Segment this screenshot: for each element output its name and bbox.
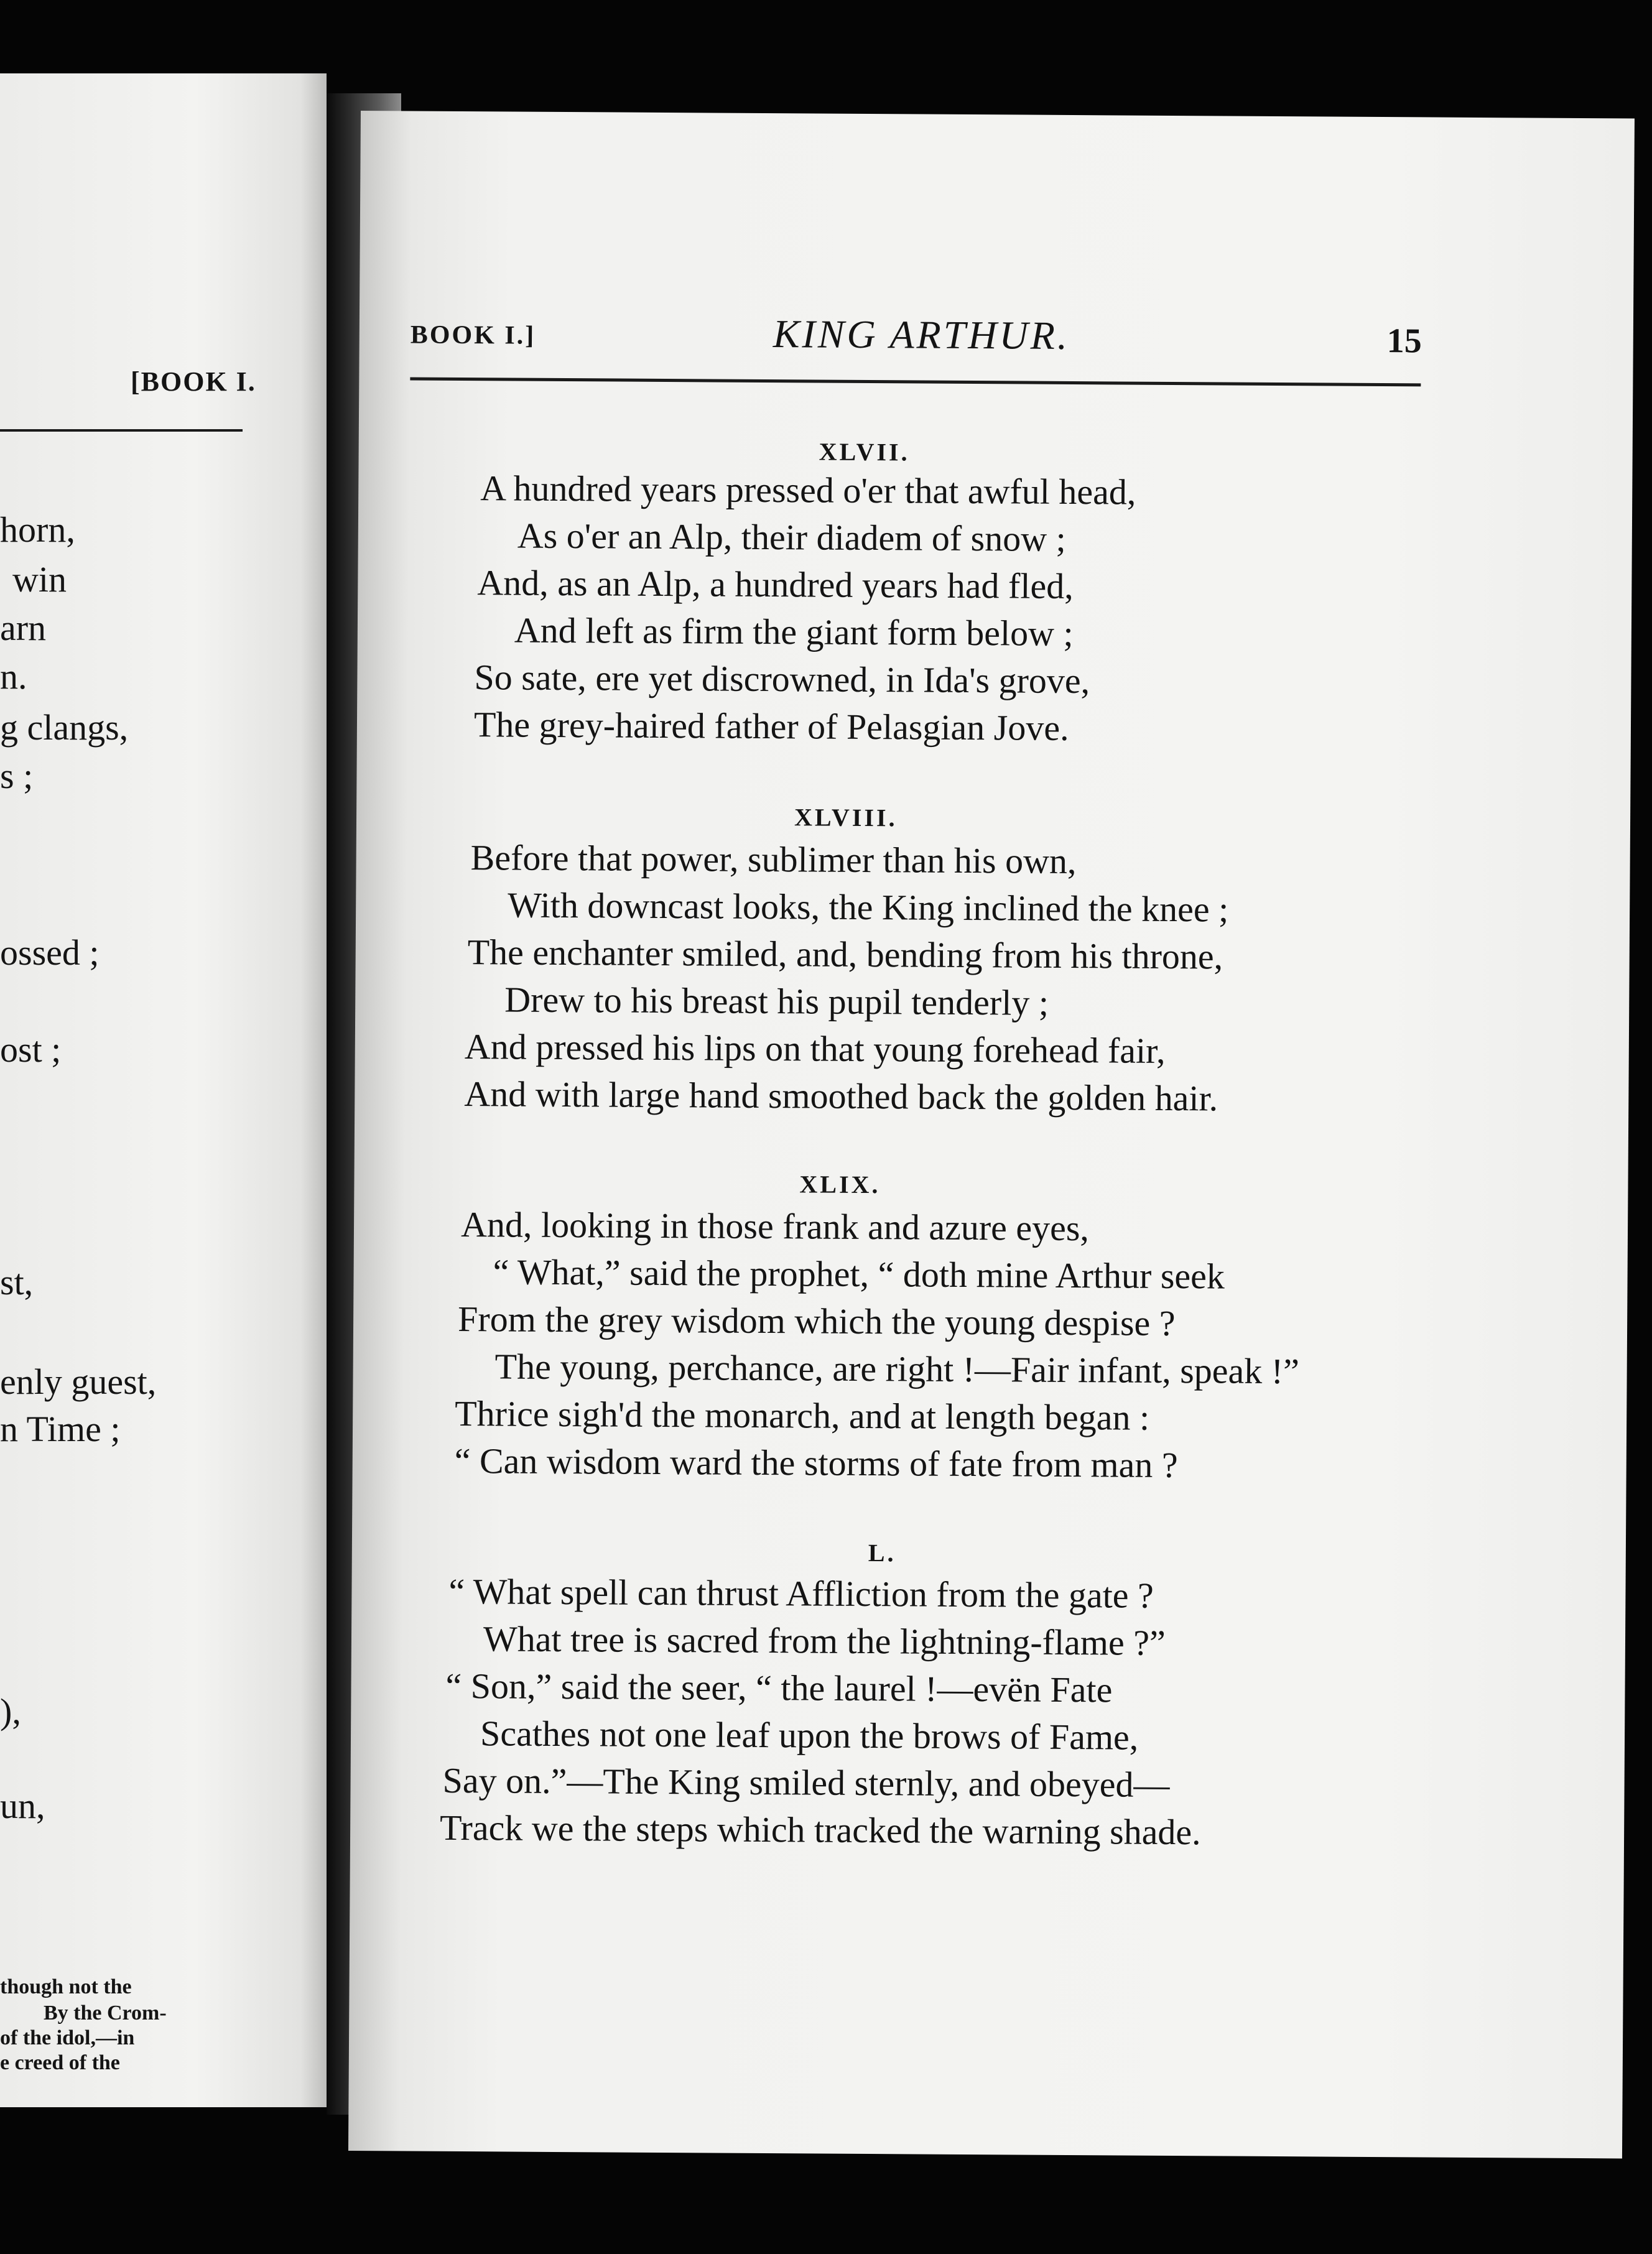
left-fragment: un, xyxy=(0,1786,45,1826)
left-running-head: [BOOK I. xyxy=(131,366,256,397)
verse-line: And with large hand smoothed back the golden hair. xyxy=(464,1074,1218,1119)
verse-line: The young, perchance, are right !—Fair infant, speak !” xyxy=(494,1346,1300,1392)
verse-line: From the grey wisdom which the young despise ? xyxy=(457,1298,1176,1344)
verse-line: Track we the steps which tracked the warning shade. xyxy=(439,1807,1201,1853)
left-fragment: enly guest, xyxy=(0,1361,157,1402)
left-fragment: ossed ; xyxy=(0,932,100,973)
stanza-number: XLVII. xyxy=(819,437,910,466)
verse-line: The enchanter smiled, and, bending from his throne, xyxy=(467,932,1223,977)
verse-line: The grey-haired father of Pelasgian Jove. xyxy=(473,704,1069,748)
verse-line: As o'er an Alp, their diadem of snow ; xyxy=(517,515,1066,559)
left-page xyxy=(0,73,327,2107)
running-title: KING ARTHUR. xyxy=(773,312,1070,358)
right-running-head: BOOK I.] xyxy=(410,320,536,350)
left-fragment: ost ; xyxy=(0,1029,62,1070)
verse-line: And, looking in those frank and azure eyes, xyxy=(460,1204,1090,1249)
stanza-number: XLIX. xyxy=(799,1170,881,1199)
verse-line: “ Son,” said the seer, “ the laurel !—evën Fate xyxy=(445,1665,1113,1710)
verse-line: And pressed his lips on that young forehead fair, xyxy=(464,1026,1166,1071)
verse-line: And, as an Alp, a hundred years had fled, xyxy=(477,562,1074,607)
stanza-number: L. xyxy=(868,1539,896,1567)
verse-line: Scathes not one leaf upon the brows of Fame, xyxy=(480,1713,1139,1758)
verse-line: Drew to his breast his pupil tenderly ; xyxy=(504,979,1049,1023)
page-number: 15 xyxy=(1386,322,1422,361)
left-fragment: horn, xyxy=(0,509,75,550)
verse-line: Before that power, sublimer than his own, xyxy=(470,837,1077,882)
verse-line: What tree is sacred from the lightning-flame ?” xyxy=(483,1618,1166,1663)
left-fragment: g clangs, xyxy=(0,707,129,748)
verse-line: Thrice sigh'd the monarch, and at length began : xyxy=(455,1393,1150,1438)
verse-line: A hundred years pressed o'er that awful head, xyxy=(480,468,1136,512)
verse-line: So sate, ere yet discrowned, in Ida's grove, xyxy=(474,657,1090,702)
stanza-number: XLVIII. xyxy=(794,803,898,832)
left-fragment: n. xyxy=(0,656,27,697)
left-fragment: arn xyxy=(0,608,47,648)
verse-line: With downcast looks, the King inclined the knee ; xyxy=(508,884,1229,930)
left-footnote-line: e creed of the xyxy=(0,2051,120,2074)
verse-line: “ Can wisdom ward the storms of fate from man ? xyxy=(454,1440,1178,1486)
left-fragment: ), xyxy=(0,1691,21,1732)
left-footnote-line: though not the xyxy=(0,1975,132,1998)
left-fragment: n Time ; xyxy=(0,1409,121,1449)
header-rule xyxy=(410,377,1421,386)
left-header-rule xyxy=(0,429,243,432)
left-fragment: s ; xyxy=(0,756,34,796)
left-fragment: st, xyxy=(0,1262,34,1302)
left-footnote-line: By the Crom- xyxy=(44,2001,167,2024)
verse-line: Say on.”—The King smiled sternly, and obeyed— xyxy=(442,1760,1170,1805)
right-page xyxy=(348,111,1635,2158)
verse-line: “ What spell can thrust Affliction from the gate ? xyxy=(448,1570,1154,1616)
verse-line: And left as firm the giant form below ; xyxy=(514,610,1074,654)
left-footnote-line: of the idol,—in xyxy=(0,2026,135,2049)
verse-line: “ What,” said the prophet, “ doth mine Arthur seek xyxy=(493,1251,1225,1297)
left-fragment: win xyxy=(12,559,67,600)
